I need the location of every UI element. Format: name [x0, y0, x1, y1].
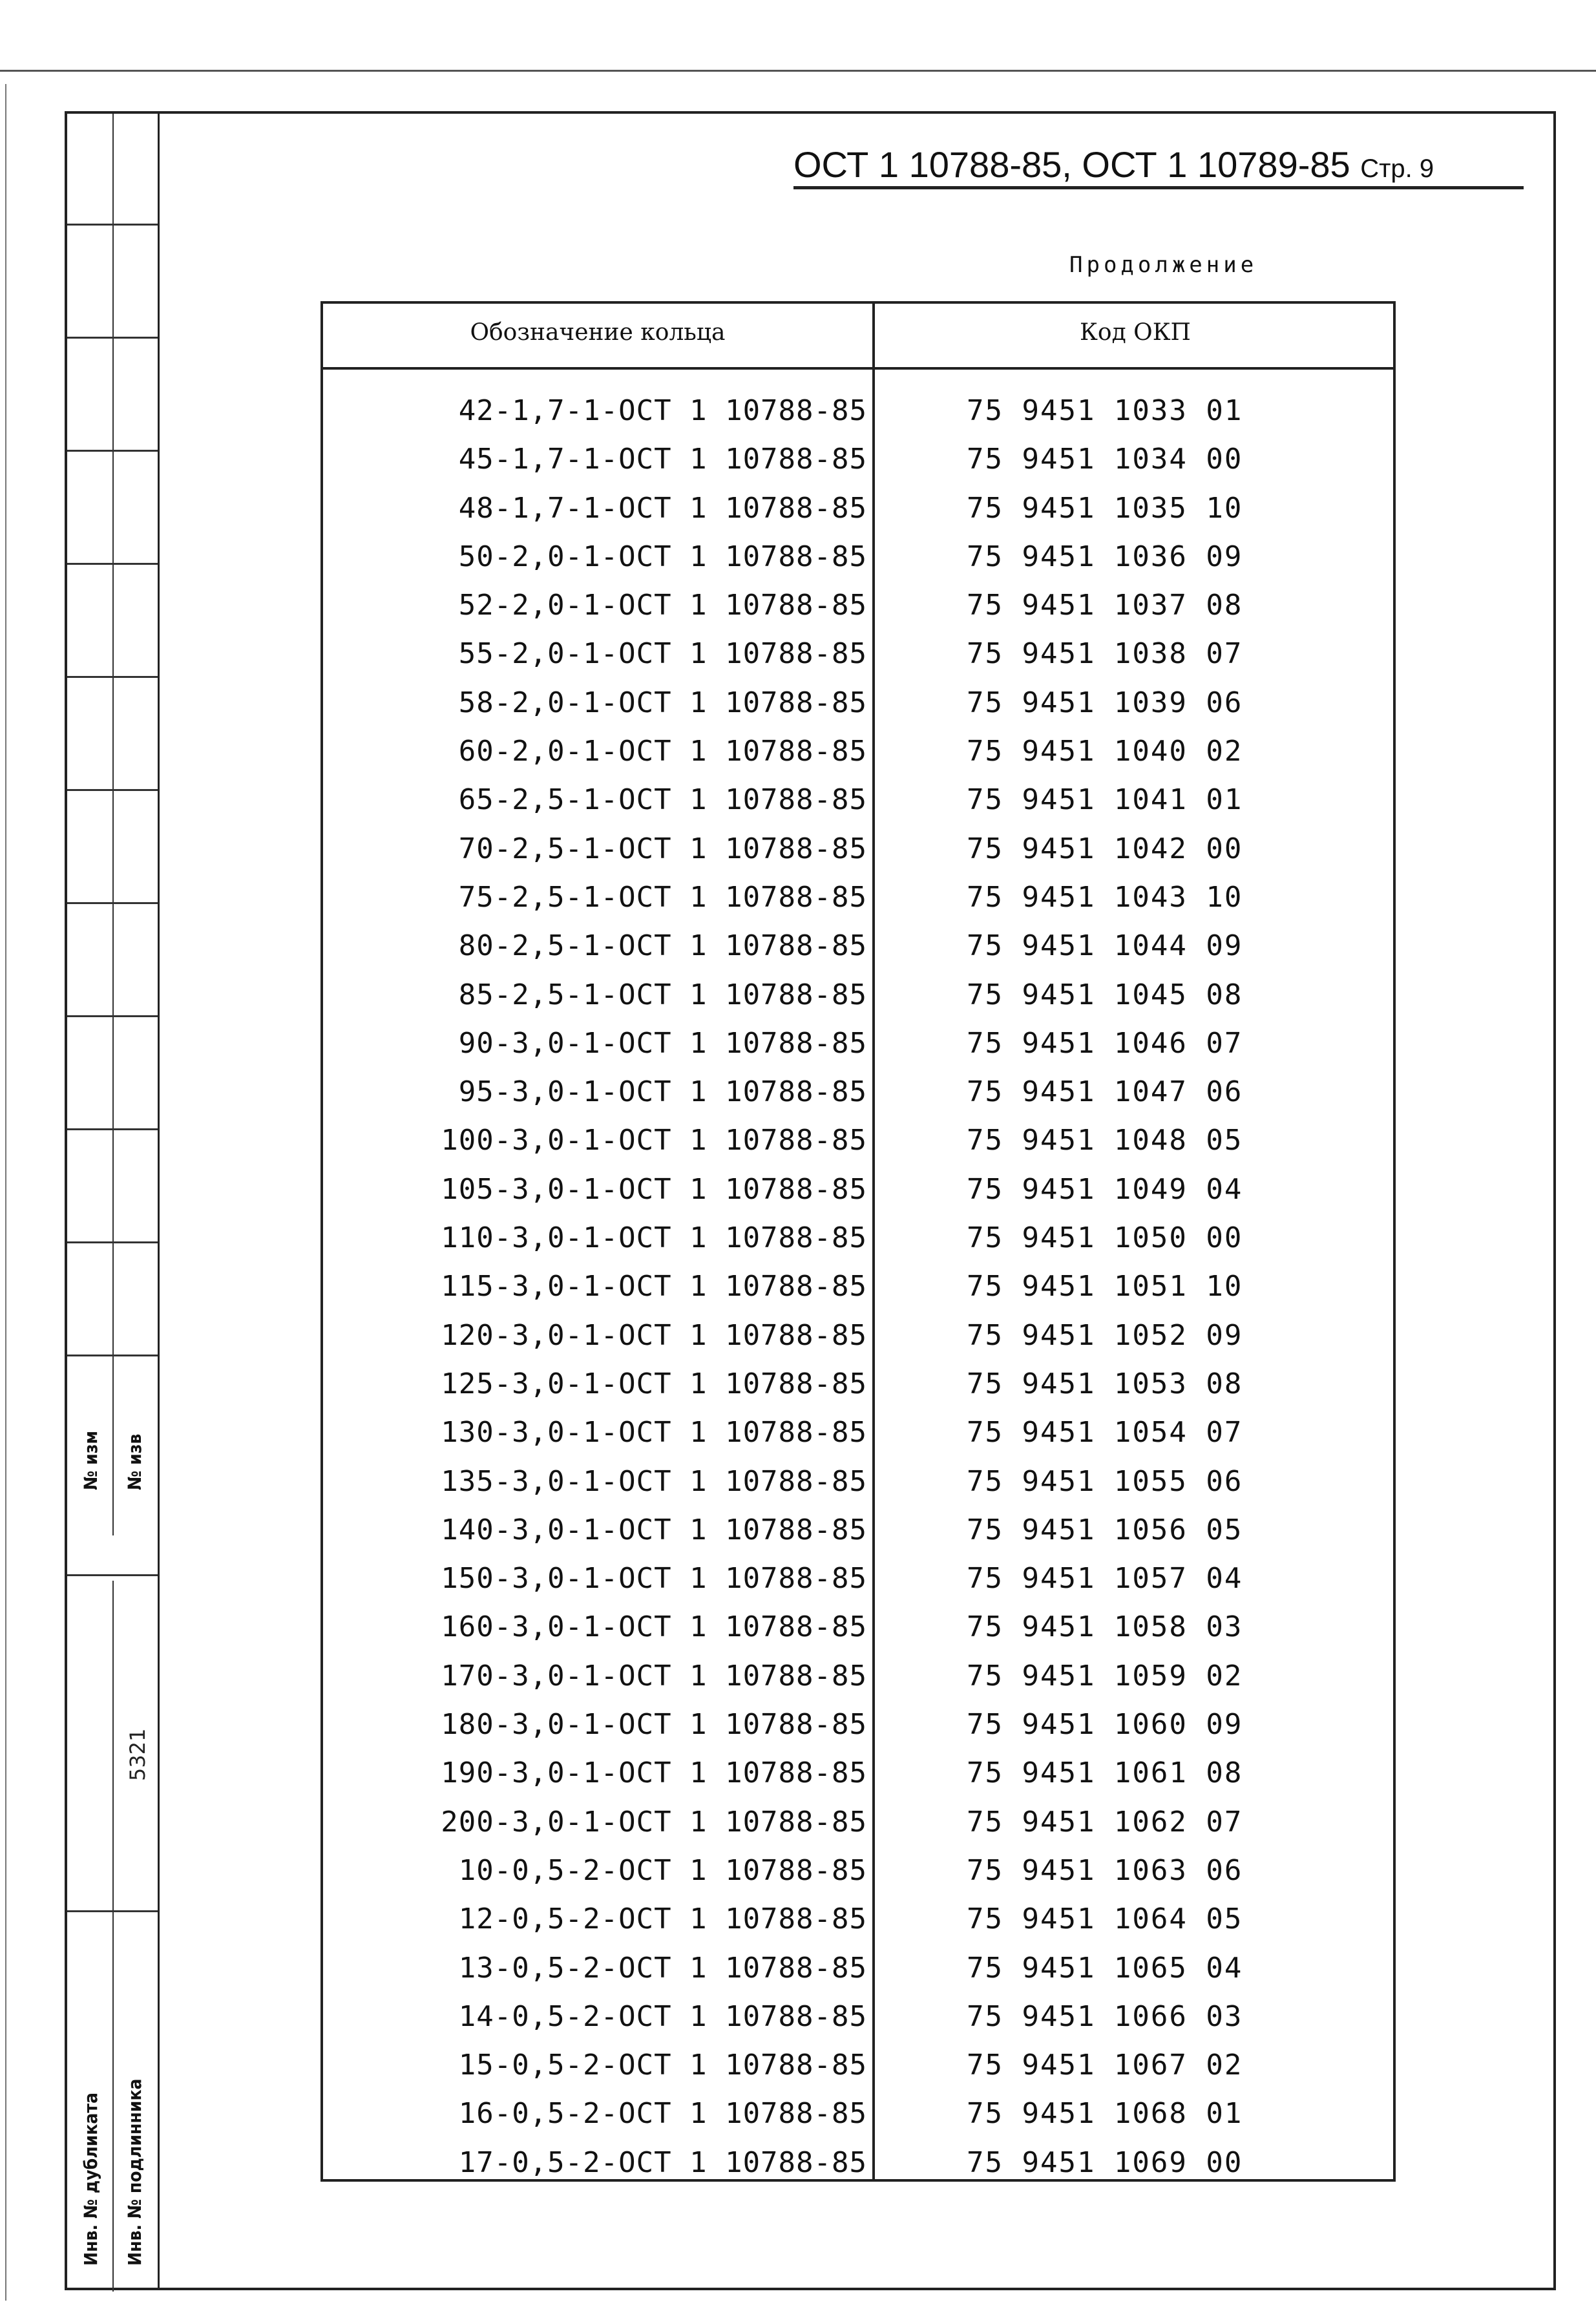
ring-designation: 16-0,5-2-ОСТ 1 10788-85: [458, 2097, 867, 2131]
ring-designation: 12-0,5-2-ОСТ 1 10788-85: [458, 1903, 867, 1936]
ring-designation: 45-1,7-1-ОСТ 1 10788-85: [458, 443, 867, 476]
ring-designation: 170-3,0-1-ОСТ 1 10788-85: [441, 1659, 867, 1692]
table-row: [323, 1903, 1393, 1951]
okp-code: 75 9451 1046 07: [967, 1026, 1243, 1060]
table-row: [323, 1124, 1393, 1172]
margin-cell-rule: [67, 789, 158, 791]
table-row: [323, 1854, 1393, 1903]
okp-code: 75 9451 1067 02: [967, 2049, 1243, 2082]
table-row: [323, 929, 1393, 978]
table-row: [323, 978, 1393, 1027]
okp-code: 75 9451 1048 05: [967, 1124, 1243, 1157]
okp-code: 75 9451 1050 00: [967, 1221, 1243, 1255]
okp-code: 75 9451 1064 05: [967, 1903, 1243, 1936]
table-row: [323, 881, 1393, 929]
table-row: [323, 1708, 1393, 1756]
ring-designation: 75-2,5-1-ОСТ 1 10788-85: [458, 880, 867, 914]
table-row: [323, 1221, 1393, 1270]
ring-designation: 65-2,5-1-ОСТ 1 10788-85: [458, 783, 867, 817]
margin-column-divider-lower: [112, 1581, 114, 2292]
table-row: [323, 1027, 1393, 1075]
ring-designation: 50-2,0-1-ОСТ 1 10788-85: [458, 540, 867, 573]
ring-designation: 110-3,0-1-ОСТ 1 10788-85: [441, 1221, 867, 1255]
margin-cell-rule: [67, 1574, 158, 1576]
okp-code: 75 9451 1068 01: [967, 2097, 1243, 2131]
margin-label-no-izm: № изм: [80, 1431, 101, 1490]
table-row: [323, 735, 1393, 783]
okp-code: 75 9451 1044 09: [967, 929, 1243, 963]
table-row: [323, 1319, 1393, 1367]
table-row: [323, 1660, 1393, 1708]
top-scan-rule: [0, 70, 1596, 72]
ring-designation: 42-1,7-1-ОСТ 1 10788-85: [458, 394, 867, 427]
ring-designation: 80-2,5-1-ОСТ 1 10788-85: [458, 929, 867, 963]
standards-designation: ОСТ 1 10788-85, ОСТ 1 10789-85: [793, 144, 1350, 185]
ring-designation: 58-2,0-1-ОСТ 1 10788-85: [458, 686, 867, 719]
ring-designation: 180-3,0-1-ОСТ 1 10788-85: [441, 1708, 867, 1742]
okp-code: 75 9451 1062 07: [967, 1805, 1243, 1839]
table-row: [323, 1806, 1393, 1854]
continuation-label: Продолжение: [1069, 252, 1258, 278]
table-row: [323, 1270, 1393, 1318]
margin-cell-rule: [67, 1015, 158, 1017]
ring-designation: 130-3,0-1-ОСТ 1 10788-85: [441, 1416, 867, 1450]
ring-designation: 160-3,0-1-ОСТ 1 10788-85: [441, 1610, 867, 1644]
table-row: [323, 637, 1393, 686]
margin-original-number: 5321: [125, 1728, 150, 1781]
ring-designation: 60-2,0-1-ОСТ 1 10788-85: [458, 735, 867, 768]
designation-table: [320, 301, 1396, 2182]
table-row: [323, 1952, 1393, 2000]
table-row: [323, 783, 1393, 832]
page-number: Стр. 9: [1360, 154, 1434, 183]
ring-designation: 190-3,0-1-ОСТ 1 10788-85: [441, 1756, 867, 1790]
table-header-rule: [323, 367, 1393, 370]
okp-code: 75 9451 1041 01: [967, 783, 1243, 817]
okp-code: 75 9451 1053 08: [967, 1367, 1243, 1400]
okp-code: 75 9451 1042 00: [967, 832, 1243, 865]
column-header-okp-code: Код ОКП: [1080, 319, 1191, 346]
table-row: [323, 2000, 1393, 2049]
ring-designation: 55-2,0-1-ОСТ 1 10788-85: [458, 637, 867, 671]
okp-code: 75 9451 1043 10: [967, 880, 1243, 914]
table-row: [323, 1562, 1393, 1610]
margin-label-no-izv: № изв: [124, 1433, 145, 1490]
table-row: [323, 1075, 1393, 1124]
table-row: [323, 686, 1393, 735]
margin-cell-rule: [67, 337, 158, 339]
okp-code: 75 9451 1049 04: [967, 1172, 1243, 1206]
okp-code: 75 9451 1047 06: [967, 1075, 1243, 1109]
ring-designation: 15-0,5-2-ОСТ 1 10788-85: [458, 2049, 867, 2082]
ring-designation: 17-0,5-2-ОСТ 1 10788-85: [458, 2146, 867, 2179]
table-row: [323, 1465, 1393, 1513]
okp-code: 75 9451 1061 08: [967, 1756, 1243, 1790]
margin-cell-rule: [67, 224, 158, 226]
table-row: [323, 394, 1393, 443]
okp-code: 75 9451 1052 09: [967, 1318, 1243, 1352]
table-row: [323, 540, 1393, 589]
okp-code: 75 9451 1035 10: [967, 491, 1243, 525]
left-scan-edge: [5, 84, 6, 2301]
margin-cell-rule: [67, 563, 158, 565]
okp-code: 75 9451 1036 09: [967, 540, 1243, 573]
okp-code: 75 9451 1065 04: [967, 1951, 1243, 1985]
frame-divider: [158, 114, 160, 2288]
table-body: [323, 394, 1393, 2195]
table-row: [323, 1756, 1393, 1805]
table-row: [323, 1173, 1393, 1221]
ring-designation: 95-3,0-1-ОСТ 1 10788-85: [458, 1075, 867, 1109]
ring-designation: 140-3,0-1-ОСТ 1 10788-85: [441, 1513, 867, 1546]
ring-designation: 90-3,0-1-ОСТ 1 10788-85: [458, 1026, 867, 1060]
okp-code: 75 9451 1056 05: [967, 1513, 1243, 1546]
ring-designation: 120-3,0-1-ОСТ 1 10788-85: [441, 1318, 867, 1352]
table-row: [323, 492, 1393, 540]
table-row: [323, 2097, 1393, 2146]
table-row: [323, 1610, 1393, 1659]
table-row: [323, 443, 1393, 491]
table-row: [323, 1367, 1393, 1416]
margin-cell-rule: [67, 902, 158, 904]
ring-designation: 105-3,0-1-ОСТ 1 10788-85: [441, 1172, 867, 1206]
ring-designation: 200-3,0-1-ОСТ 1 10788-85: [441, 1805, 867, 1839]
ring-designation: 100-3,0-1-ОСТ 1 10788-85: [441, 1124, 867, 1157]
header-underline: [793, 186, 1524, 189]
okp-code: 75 9451 1045 08: [967, 978, 1243, 1011]
ring-designation: 125-3,0-1-ОСТ 1 10788-85: [441, 1367, 867, 1400]
column-header-designation: Обозначение кольца: [470, 319, 726, 346]
okp-code: 75 9451 1051 10: [967, 1270, 1243, 1303]
okp-code: 75 9451 1054 07: [967, 1416, 1243, 1450]
okp-code: 75 9451 1055 06: [967, 1464, 1243, 1498]
document-header: [793, 143, 1434, 185]
ring-designation: 85-2,5-1-ОСТ 1 10788-85: [458, 978, 867, 1011]
margin-column-divider: [112, 114, 114, 1535]
ring-designation: 14-0,5-2-ОСТ 1 10788-85: [458, 1999, 867, 2033]
okp-code: 75 9451 1059 02: [967, 1659, 1243, 1692]
okp-code: 75 9451 1069 00: [967, 2146, 1243, 2179]
margin-cell-rule: [67, 1355, 158, 1356]
table-row: [323, 2146, 1393, 2195]
okp-code: 75 9451 1034 00: [967, 443, 1243, 476]
ring-designation: 150-3,0-1-ОСТ 1 10788-85: [441, 1562, 867, 1596]
ring-designation: 10-0,5-2-ОСТ 1 10788-85: [458, 1853, 867, 1887]
margin-cell-rule: [67, 450, 158, 452]
margin-cell-rule: [67, 1241, 158, 1243]
table-row: [323, 1416, 1393, 1464]
ring-designation: 70-2,5-1-ОСТ 1 10788-85: [458, 832, 867, 865]
table-row: [323, 2049, 1393, 2097]
okp-code: 75 9451 1040 02: [967, 735, 1243, 768]
ring-designation: 135-3,0-1-ОСТ 1 10788-85: [441, 1464, 867, 1498]
margin-cell-rule: [67, 1910, 158, 1912]
margin-label-inv-dublikata: Инв. № дубликата: [80, 2093, 101, 2266]
okp-code: 75 9451 1033 01: [967, 394, 1243, 427]
margin-label-inv-podlinnika: Инв. № подлинника: [124, 2078, 145, 2266]
okp-code: 75 9451 1039 06: [967, 686, 1243, 719]
okp-code: 75 9451 1037 08: [967, 589, 1243, 622]
ring-designation: 115-3,0-1-ОСТ 1 10788-85: [441, 1270, 867, 1303]
okp-code: 75 9451 1058 03: [967, 1610, 1243, 1644]
ring-designation: 13-0,5-2-ОСТ 1 10788-85: [458, 1951, 867, 1985]
okp-code: 75 9451 1038 07: [967, 637, 1243, 671]
okp-code: 75 9451 1063 06: [967, 1853, 1243, 1887]
ring-designation: 48-1,7-1-ОСТ 1 10788-85: [458, 491, 867, 525]
okp-code: 75 9451 1066 03: [967, 1999, 1243, 2033]
okp-code: 75 9451 1057 04: [967, 1562, 1243, 1596]
margin-cell-rule: [67, 676, 158, 678]
table-row: [323, 1513, 1393, 1562]
margin-cell-rule: [67, 1128, 158, 1130]
ring-designation: 52-2,0-1-ОСТ 1 10788-85: [458, 589, 867, 622]
okp-code: 75 9451 1060 09: [967, 1708, 1243, 1742]
table-row: [323, 589, 1393, 637]
table-row: [323, 832, 1393, 881]
